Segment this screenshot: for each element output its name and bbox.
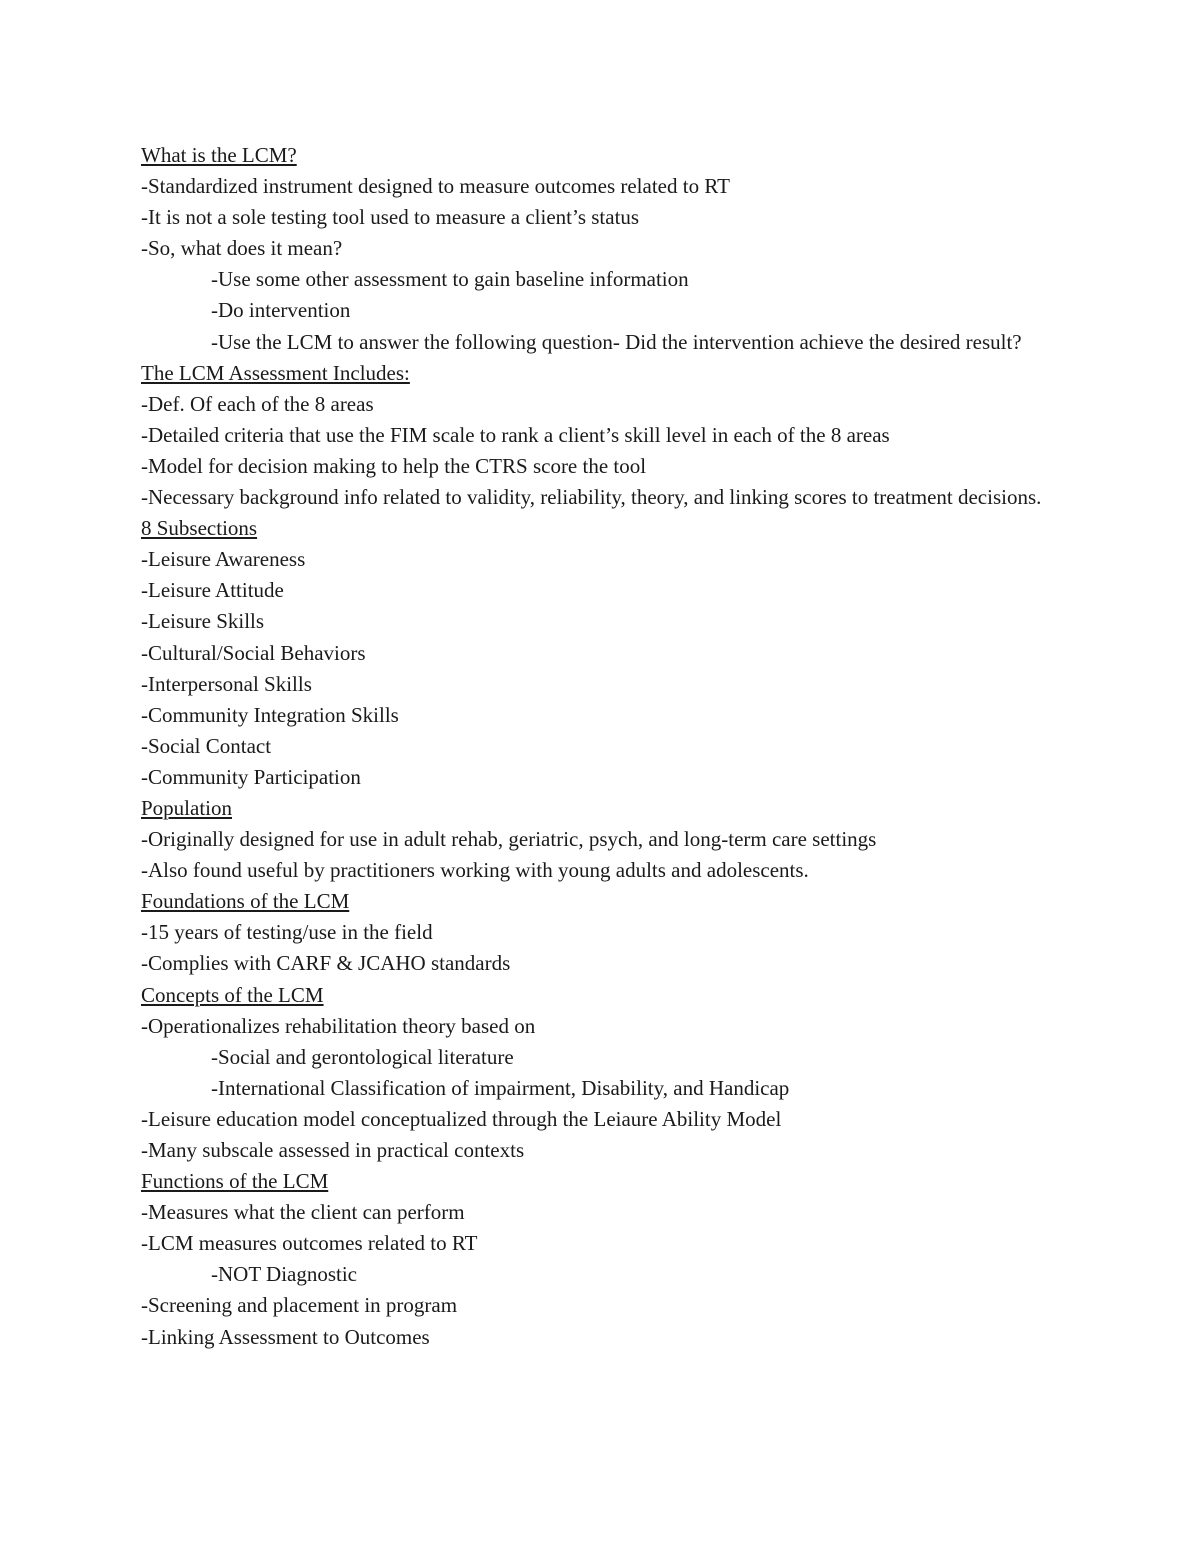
- section-heading: What is the LCM?: [141, 143, 297, 167]
- bullet-line: -Leisure Attitude: [141, 578, 284, 603]
- bullet-line: -Detailed criteria that use the FIM scale to rank a client’s skill level in each of the 8 areas: [141, 422, 890, 447]
- bullet-line: -Leisure Skills: [141, 609, 265, 634]
- bullet-line: -Linking Assessment to Outcomes: [141, 1324, 430, 1349]
- bullet-line: -Community Participation: [141, 764, 361, 789]
- sub-bullet-line: -Use some other assessment to gain baseline information: [211, 267, 689, 292]
- sub-bullet-line: -International Classification of impairment, Disability, and Handicap: [211, 1075, 790, 1100]
- bullet-line: -Also found useful by practitioners working with young adults and adolescents.: [141, 858, 809, 883]
- sub-bullet-line: -NOT Diagnostic: [211, 1262, 358, 1287]
- bullet-line: -Necessary background info related to validity, reliability, theory, and linking scores to treatment decisions.: [141, 485, 1042, 510]
- sub-bullet-line: -Social and gerontological literature: [211, 1044, 514, 1069]
- bullet-line: -Standardized instrument designed to measure outcomes related to RT: [141, 174, 730, 199]
- bullet-line: -Social Contact: [141, 733, 272, 758]
- bullet-line: -Leisure Awareness: [141, 547, 306, 572]
- section-heading: Functions of the LCM: [141, 1169, 329, 1194]
- bullet-line: -Screening and placement in program: [141, 1293, 458, 1318]
- bullet-line: -It is not a sole testing tool used to measure a client’s status: [141, 205, 640, 230]
- bullet-line: -LCM measures outcomes related to RT: [141, 1231, 478, 1256]
- section-heading: 8 Subsections: [141, 516, 258, 541]
- bullet-line: -Def. Of each of the 8 areas: [141, 391, 374, 416]
- bullet-line: -Model for decision making to help the CTRS score the tool: [141, 453, 647, 478]
- bullet-line: -Community Integration Skills: [141, 702, 399, 727]
- bullet-line: -Originally designed for use in adult rehab, geriatric, psych, and long-term care settings: [141, 827, 877, 852]
- bullet-line: -Complies with CARF & JCAHO standards: [141, 951, 511, 976]
- bullet-line: -Many subscale assessed in practical contexts: [141, 1138, 525, 1162]
- section-heading: The LCM Assessment Includes:: [141, 360, 410, 385]
- section-heading: Population: [141, 795, 233, 820]
- bullet-line: -15 years of testing/use in the field: [141, 920, 433, 945]
- bullet-line: -Cultural/Social Behaviors: [141, 640, 366, 665]
- section-heading: Concepts of the LCM: [141, 982, 324, 1007]
- document-body: [141, 140, 1061, 1353]
- sub-bullet-line: -Use the LCM to answer the following question- Did the intervention achieve the desired result?: [211, 329, 1022, 354]
- bullet-line: -So, what does it mean?: [141, 236, 343, 261]
- bullet-line: -Interpersonal Skills: [141, 671, 312, 696]
- bullet-line: -Operationalizes rehabilitation theory based on: [141, 1013, 536, 1038]
- bullet-line: -Measures what the client can perform: [141, 1200, 465, 1225]
- section-heading: Foundations of the LCM: [141, 889, 350, 914]
- bullet-line: -Leisure education model conceptualized through the Leiaure Ability Model: [141, 1106, 782, 1131]
- sub-bullet-line: -Do intervention: [211, 298, 351, 323]
